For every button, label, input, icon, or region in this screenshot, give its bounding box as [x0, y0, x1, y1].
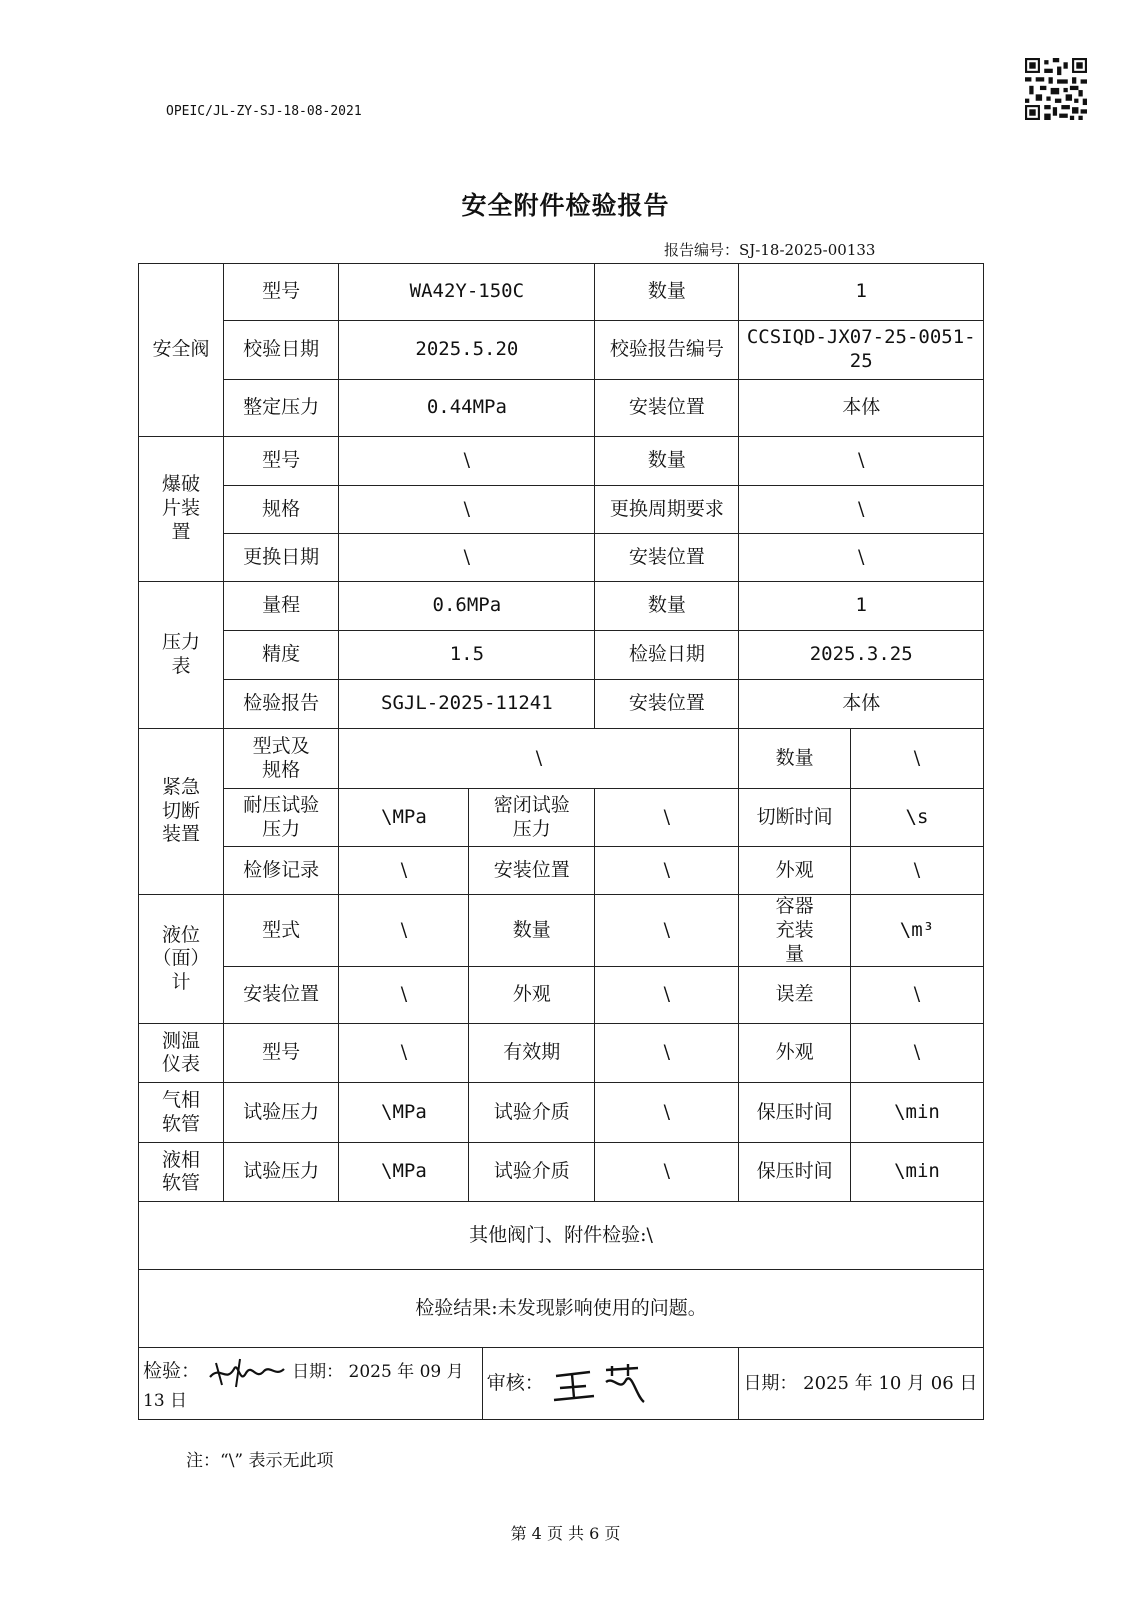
value-cell: \: [339, 895, 469, 967]
value-cell: \: [739, 486, 984, 534]
category-gas-hose: 气相软管: [139, 1083, 224, 1143]
value-cell: \min: [850, 1083, 983, 1143]
table-row: [139, 1270, 984, 1348]
value-cell: 2025.3.25: [739, 631, 984, 680]
table-row: [139, 729, 984, 789]
table-row: [139, 321, 984, 380]
value-cell: \: [339, 847, 469, 895]
table-row: [139, 1202, 984, 1270]
label-cell: 数量: [469, 895, 595, 967]
value-cell: \: [595, 1083, 739, 1143]
table-row: [139, 1083, 984, 1143]
category-thermometer: 测温仪表: [139, 1024, 224, 1083]
label-cell: 型式: [223, 895, 339, 967]
label-cell: 试验压力: [223, 1143, 339, 1202]
label-cell: 校验报告编号: [595, 321, 739, 380]
inspector-cell: [139, 1348, 483, 1420]
inspector-signature: [206, 1355, 286, 1389]
value-cell: 0.44MPa: [339, 380, 595, 437]
value-cell: 本体: [739, 680, 984, 729]
table-row: [139, 847, 984, 895]
value-cell: \: [739, 437, 984, 486]
label-cell: 型式及规格: [223, 729, 339, 789]
category-pressure-gauge: 压力表: [139, 582, 224, 729]
reviewer-date: 日期： 2025 年 10 月 06 日: [739, 1348, 984, 1420]
value-cell: \: [595, 847, 739, 895]
table-row: [139, 789, 984, 847]
table-row: [139, 534, 984, 582]
label-cell: 外观: [739, 847, 851, 895]
value-cell: 1: [739, 582, 984, 631]
label-cell: 误差: [739, 967, 851, 1024]
value-cell: SGJL-2025-11241: [339, 680, 595, 729]
category-rupture-disc: 爆破片装置: [139, 437, 224, 582]
value-cell: 0.6MPa: [339, 582, 595, 631]
table-row: [139, 582, 984, 631]
label-cell: 检验报告: [223, 680, 339, 729]
value-cell: \: [339, 729, 739, 789]
footnote: 注：“\” 表示无此项: [186, 1451, 334, 1471]
signoff-row: [139, 1348, 984, 1420]
value-cell: \: [595, 1024, 739, 1083]
value-cell: 2025.5.20: [339, 321, 595, 380]
label-cell: 安装位置: [595, 380, 739, 437]
label-cell: 试验介质: [469, 1143, 595, 1202]
label-cell: 数量: [739, 729, 851, 789]
label-cell: 外观: [469, 967, 595, 1024]
value-cell: \: [339, 534, 595, 582]
document-code: OPEIC/JL-ZY-SJ-18-08-2021: [166, 104, 362, 119]
label-cell: 数量: [595, 264, 739, 321]
value-cell: CCSIQD-JX07-25-0051-25: [739, 321, 984, 380]
qr-code-icon: [1025, 58, 1087, 120]
value-cell: \: [339, 1024, 469, 1083]
value-cell: 1: [739, 264, 984, 321]
label-cell: 保压时间: [739, 1143, 851, 1202]
value-cell: \: [850, 967, 983, 1024]
label-cell: 校验日期: [223, 321, 339, 380]
label-cell: 数量: [595, 437, 739, 486]
label-cell: 安装位置: [595, 680, 739, 729]
label-cell: 更换周期要求: [595, 486, 739, 534]
table-row: [139, 437, 984, 486]
value-cell: \MPa: [339, 1083, 469, 1143]
label-cell: 切断时间: [739, 789, 851, 847]
inspection-table: [138, 263, 984, 1420]
label-cell: 规格: [223, 486, 339, 534]
label-cell: 安装位置: [223, 967, 339, 1024]
value-cell: 本体: [739, 380, 984, 437]
label-cell: 安装位置: [595, 534, 739, 582]
label-cell: 检验日期: [595, 631, 739, 680]
label-cell: 保压时间: [739, 1083, 851, 1143]
value-cell: \: [595, 895, 739, 967]
table-row: [139, 631, 984, 680]
reviewer-cell: [482, 1348, 739, 1420]
label-cell: 试验压力: [223, 1083, 339, 1143]
other-inspection-text: 其他阀门、附件检验:\: [139, 1202, 984, 1270]
label-cell: 有效期: [469, 1024, 595, 1083]
value-cell: \MPa: [339, 1143, 469, 1202]
label-cell: 量程: [223, 582, 339, 631]
category-emergency-shutoff: 紧急切断装置: [139, 729, 224, 895]
value-cell: 1.5: [339, 631, 595, 680]
label-cell: 容器充装量: [739, 895, 851, 967]
table-row: [139, 1143, 984, 1202]
label-cell: 型号: [223, 264, 339, 321]
label-cell: 耐压试验压力: [223, 789, 339, 847]
value-cell: \: [339, 967, 469, 1024]
reviewer-label: 审核：: [486, 1371, 544, 1394]
page-title: 安全附件检验报告: [461, 191, 670, 220]
value-cell: \min: [850, 1143, 983, 1202]
page-indicator: 第 4 页 共 6 页: [510, 1524, 621, 1543]
value-cell: \: [339, 486, 595, 534]
value-cell: \: [850, 729, 983, 789]
category-safety-valve: 安全阀: [139, 264, 224, 437]
label-cell: 数量: [595, 582, 739, 631]
label-cell: 型号: [223, 437, 339, 486]
value-cell: WA42Y-150C: [339, 264, 595, 321]
table-row: [139, 895, 984, 967]
table-row: [139, 680, 984, 729]
inspector-date: 日期： 2025 年 09 月 13 日: [143, 1361, 464, 1411]
value-cell: \m³: [850, 895, 983, 967]
inspector-label: 检验：: [143, 1359, 201, 1382]
table-row: [139, 264, 984, 321]
value-cell: \MPa: [339, 789, 469, 847]
label-cell: 安装位置: [469, 847, 595, 895]
label-cell: 试验介质: [469, 1083, 595, 1143]
label-cell: 外观: [739, 1024, 851, 1083]
value-cell: \s: [850, 789, 983, 847]
label-cell: 检修记录: [223, 847, 339, 895]
value-cell: \: [595, 967, 739, 1024]
table-row: [139, 380, 984, 437]
value-cell: \: [850, 1024, 983, 1083]
value-cell: \: [739, 534, 984, 582]
report-number: 报告编号：SJ-18-2025-00133: [664, 241, 876, 259]
value-cell: \: [339, 437, 595, 486]
label-cell: 密闭试验压力: [469, 789, 595, 847]
value-cell: \: [595, 1143, 739, 1202]
value-cell: \: [595, 789, 739, 847]
label-cell: 精度: [223, 631, 339, 680]
label-cell: 更换日期: [223, 534, 339, 582]
label-cell: 整定压力: [223, 380, 339, 437]
category-liquid-hose: 液相软管: [139, 1143, 224, 1202]
value-cell: \: [850, 847, 983, 895]
inspection-result-text: 检验结果:未发现影响使用的问题。: [139, 1270, 984, 1348]
table-row: [139, 967, 984, 1024]
table-row: [139, 486, 984, 534]
table-row: [139, 1024, 984, 1083]
category-level-gauge: 液位（面）计: [139, 895, 224, 1024]
label-cell: 型号: [223, 1024, 339, 1083]
reviewer-signature: [550, 1362, 650, 1406]
